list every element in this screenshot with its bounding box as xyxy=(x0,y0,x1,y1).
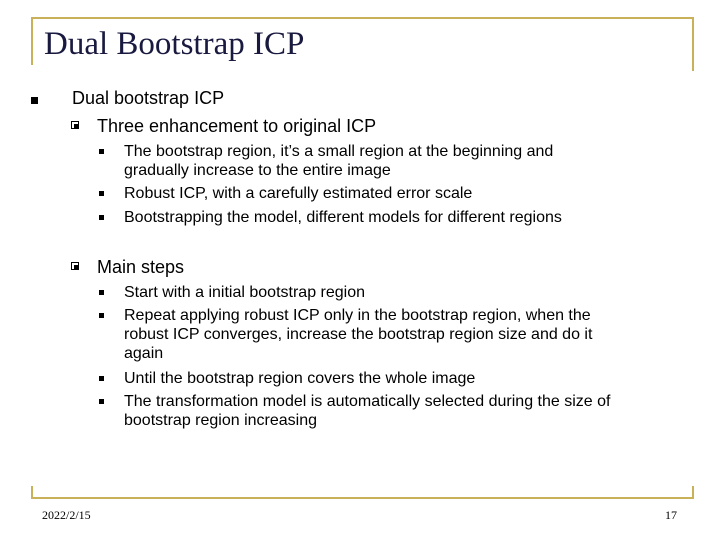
frame-top-border xyxy=(31,17,694,19)
frame-bottom-border xyxy=(31,497,694,499)
frame-bottom-right-tick xyxy=(692,486,694,499)
bullet-hollow-square-icon xyxy=(71,121,79,129)
sub1-item-1-line-2: gradually increase to the entire image xyxy=(124,162,391,179)
bullet-hollow-square-icon xyxy=(71,262,79,270)
sub2-item-3: Until the bootstrap region covers the whole image xyxy=(124,370,476,387)
frame-left-border xyxy=(31,17,33,65)
frame-bottom-left-tick xyxy=(31,486,33,499)
bullet-l1-text: Dual bootstrap ICP xyxy=(72,88,225,108)
bullet-square-icon xyxy=(99,399,104,404)
sub2-item-1: Start with a initial bootstrap region xyxy=(124,284,366,301)
bullet-square-icon xyxy=(99,290,104,295)
sub2-item-2-line-3: again xyxy=(124,345,164,362)
sub1-item-3: Bootstrapping the model, different models for different regions xyxy=(124,209,562,226)
sub2-label: Main steps xyxy=(97,257,185,277)
sub1-item-2: Robust ICP, with a carefully estimated error scale xyxy=(124,185,473,202)
sub2-item-2-line-2: robust ICP converges, increase the bootstrap region size and do it xyxy=(124,326,593,343)
page-number: 17 xyxy=(665,508,677,522)
slide-title: Dual Bootstrap ICP xyxy=(44,26,305,62)
sub2-item-2-line-1: Repeat applying robust ICP only in the bootstrap region, when the xyxy=(124,307,591,324)
sub2-item-4-line-1: The transformation model is automatically selected during the size of xyxy=(124,393,611,410)
frame-right-border xyxy=(692,17,694,71)
sub1-item-1-line-1: The bootstrap region, it’s a small region at the beginning and xyxy=(124,143,554,160)
bullet-square-icon xyxy=(99,191,104,196)
sub2-item-4-line-2: bootstrap region increasing xyxy=(124,412,318,429)
bullet-square-icon xyxy=(99,313,104,318)
sub1-label: Three enhancement to original ICP xyxy=(97,116,377,136)
footer-date: 2022/2/15 xyxy=(42,508,91,522)
bullet-square-icon xyxy=(99,149,104,154)
bullet-square-icon xyxy=(31,97,38,104)
bullet-square-icon xyxy=(99,215,104,220)
bullet-square-icon xyxy=(99,376,104,381)
